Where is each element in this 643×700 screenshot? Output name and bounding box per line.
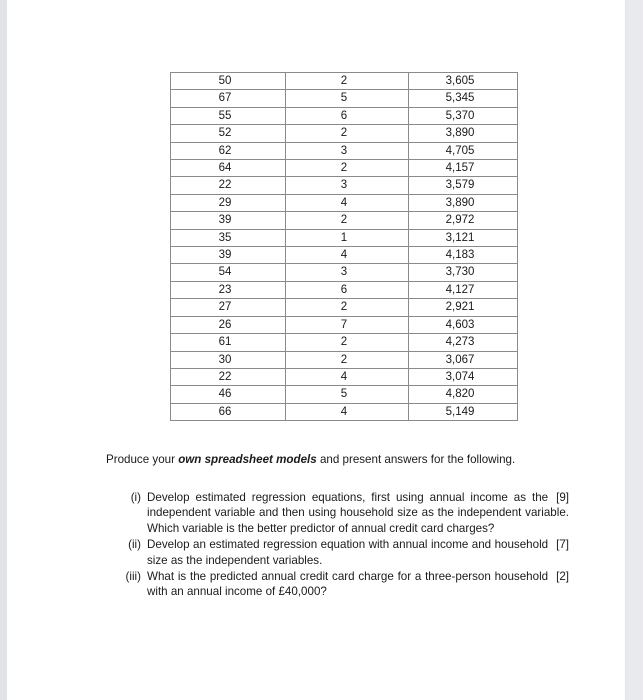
- table-cell-size: 2: [286, 160, 409, 177]
- table-cell-income: 55: [171, 107, 286, 124]
- table-cell-size: 4: [286, 368, 409, 385]
- table-row: [171, 316, 518, 333]
- table-cell-charge: 3,121: [409, 229, 518, 246]
- table-row: [171, 368, 518, 385]
- instruction-emphasis: own spreadsheet models: [178, 453, 317, 466]
- table-row: [171, 160, 518, 177]
- table-cell-charge: 3,605: [409, 73, 518, 90]
- question-marker: (i): [130, 491, 141, 504]
- table-row: [171, 212, 518, 229]
- table-cell-charge: 4,157: [409, 160, 518, 177]
- question-body: [147, 537, 569, 568]
- table-cell-charge: 2,921: [409, 299, 518, 316]
- table-cell-income: 64: [171, 160, 286, 177]
- table-cell-size: 3: [286, 142, 409, 159]
- table-cell-charge: 3,890: [409, 194, 518, 211]
- table-row: [171, 281, 518, 298]
- table-cell-size: 4: [286, 247, 409, 264]
- table-cell-charge: 4,127: [409, 281, 518, 298]
- table-cell-charge: 4,603: [409, 316, 518, 333]
- table-cell-charge: 3,067: [409, 351, 518, 368]
- table-cell-income: 67: [171, 90, 286, 107]
- left-page-gutter: [0, 0, 7, 700]
- table-row: [171, 351, 518, 368]
- table-cell-income: 27: [171, 299, 286, 316]
- question-marker: (ii): [128, 538, 141, 552]
- table-cell-income: 66: [171, 403, 286, 420]
- table-row: [171, 107, 518, 124]
- table-cell-income: 22: [171, 368, 286, 385]
- question-list: [7, 490, 625, 601]
- question-marks: [2]: [556, 570, 569, 584]
- table-body: [171, 73, 518, 421]
- regression-data-table: [170, 72, 518, 421]
- table-row: [171, 386, 518, 403]
- table-cell-size: 2: [286, 125, 409, 142]
- question-item: [7, 490, 625, 536]
- table-cell-charge: 3,890: [409, 125, 518, 142]
- table-cell-charge: 5,149: [409, 403, 518, 420]
- table-cell-size: 7: [286, 316, 409, 333]
- table-row: [171, 73, 518, 90]
- table-cell-income: 30: [171, 351, 286, 368]
- table-row: [171, 229, 518, 246]
- table-cell-income: 46: [171, 386, 286, 403]
- table-cell-income: 52: [171, 125, 286, 142]
- table-cell-size: 5: [286, 386, 409, 403]
- instruction-text-before: Produce your: [106, 453, 179, 466]
- question-body: [147, 569, 569, 600]
- table-cell-income: 50: [171, 73, 286, 90]
- question-marks: [7]: [556, 538, 569, 552]
- table-cell-income: 62: [171, 142, 286, 159]
- table-cell-income: 35: [171, 229, 286, 246]
- table-cell-size: 6: [286, 281, 409, 298]
- table-cell-income: 61: [171, 334, 286, 351]
- table-cell-charge: 3,579: [409, 177, 518, 194]
- table-cell-size: 4: [286, 194, 409, 211]
- table-cell-size: 6: [286, 107, 409, 124]
- instruction-line: [106, 452, 569, 467]
- table-row: [171, 247, 518, 264]
- table-cell-charge: 3,074: [409, 368, 518, 385]
- table-cell-charge: 2,972: [409, 212, 518, 229]
- table-row: [171, 90, 518, 107]
- table-cell-charge: 4,820: [409, 386, 518, 403]
- table-cell-income: 29: [171, 194, 286, 211]
- table-row: [171, 299, 518, 316]
- question-text: Develop an estimated regression equation with annual income and household size as the independent variables.: [147, 538, 549, 567]
- table-cell-charge: 4,183: [409, 247, 518, 264]
- table-cell-charge: 3,730: [409, 264, 518, 281]
- table-cell-income: 54: [171, 264, 286, 281]
- question-body: [147, 490, 569, 536]
- question-item: [7, 537, 625, 568]
- table-cell-size: 3: [286, 264, 409, 281]
- table-cell-size: 1: [286, 229, 409, 246]
- table-cell-income: 23: [171, 281, 286, 298]
- table-cell-size: 2: [286, 212, 409, 229]
- table-row: [171, 403, 518, 420]
- table-cell-size: 2: [286, 351, 409, 368]
- table-cell-income: 39: [171, 247, 286, 264]
- table-row: [171, 334, 518, 351]
- document-page: [7, 0, 625, 700]
- table-cell-income: 26: [171, 316, 286, 333]
- table-cell-income: 22: [171, 177, 286, 194]
- question-marker: (iii): [125, 570, 141, 584]
- question-text: Develop estimated regression equations, first using annual income as the independent variable and then using household size as the independent variable. Which variable is the better predictor of annual credit card charges?: [147, 491, 569, 535]
- question-text: What is the predicted annual credit card charge for a three-person household with an annual income of £40,000?: [147, 570, 549, 599]
- data-table-container: [170, 72, 496, 421]
- table-cell-charge: 4,273: [409, 334, 518, 351]
- table-cell-size: 5: [286, 90, 409, 107]
- right-page-gutter: [625, 0, 643, 700]
- table-row: [171, 125, 518, 142]
- table-row: [171, 177, 518, 194]
- table-row: [171, 142, 518, 159]
- table-cell-charge: 5,345: [409, 90, 518, 107]
- table-cell-size: 2: [286, 73, 409, 90]
- table-cell-size: 2: [286, 334, 409, 351]
- table-cell-charge: 5,370: [409, 107, 518, 124]
- instruction-text-after: and present answers for the following.: [316, 453, 516, 466]
- question-item: [7, 569, 625, 600]
- table-cell-size: 2: [286, 299, 409, 316]
- table-row: [171, 194, 518, 211]
- question-marks: [9]: [556, 491, 569, 504]
- table-cell-size: 4: [286, 403, 409, 420]
- table-row: [171, 264, 518, 281]
- table-cell-size: 3: [286, 177, 409, 194]
- table-cell-charge: 4,705: [409, 142, 518, 159]
- table-cell-income: 39: [171, 212, 286, 229]
